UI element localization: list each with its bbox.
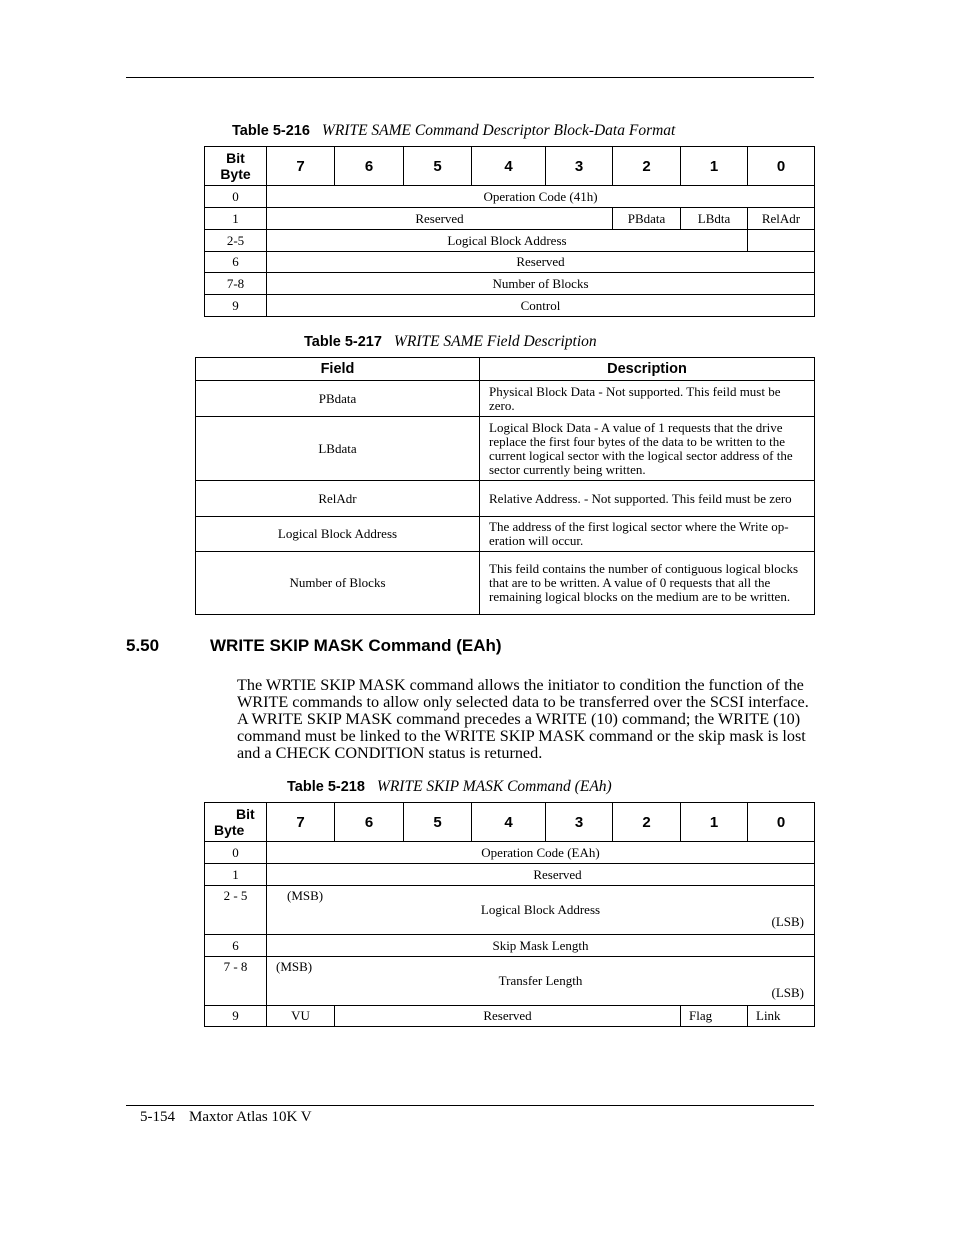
field-cell [267,886,815,935]
section-heading [126,636,502,656]
table-217-title: WRITE SAME Field Description [393,333,597,350]
bit-7-header: 7 [267,803,335,842]
link-cell: Link [748,1006,815,1027]
table-218-header-row [205,803,815,842]
field-name-cell: Logical Block Address [196,517,480,552]
byte-label: Byte [220,166,251,182]
reserved-cell: Reserved [267,208,613,230]
field-cell [267,957,815,1006]
table-216-caption [232,122,675,140]
top-rule [126,77,814,78]
field-cell: Logical Block Address [267,230,748,252]
byte-cell: 0 [205,186,267,208]
flag-cell: Flag [681,1006,748,1027]
byte-cell: 6 [205,935,267,957]
lsb-label: (LSB) [771,985,804,1000]
field-cell: Control [267,295,815,317]
bit-0-header: 0 [748,803,815,842]
table-row [205,1006,815,1027]
table-row [196,552,815,615]
pbdata-cell: PBdata [613,208,681,230]
page-footer [140,1109,312,1126]
byte-cell: 9 [205,295,267,317]
table-217-caption [304,333,597,351]
table-row [196,417,815,481]
bit-byte-header [205,803,267,842]
footer-rule [126,1105,814,1106]
table-row [196,481,815,517]
field-label: Transfer Length [498,973,583,988]
byte-label: Byte [214,822,245,838]
bit-byte-header [205,147,267,186]
table-218 [204,802,815,1027]
field-header: Field [196,358,480,381]
table-row [205,295,815,317]
table-218-title: WRITE SKIP MASK Command (EAh) [376,778,612,795]
bit-2-header: 2 [613,803,681,842]
byte-cell: 0 [205,842,267,864]
bit-4-header: 4 [472,803,546,842]
table-row [205,252,815,273]
field-cell: Skip Mask Length [267,935,815,957]
section-number: 5.50 [126,636,160,655]
page-number: 5-154 [140,1109,175,1125]
lbdata-cell: LBdta [681,208,748,230]
table-row [205,886,815,935]
lsb-label: (LSB) [771,914,804,929]
description-cell: The address of the first logical sector where the Write op-eration will occur. [480,517,815,552]
description-cell: This feild contains the number of contiguous logical blocks that are to be written. A value of 0 requests that all the remaining logical blocks on the medium are to be written. [480,552,815,615]
bit-label: Bit [236,806,255,822]
table-row [205,208,815,230]
bit-3-header: 3 [546,147,613,186]
field-name-cell: RelAdr [196,481,480,517]
empty-cell [748,230,815,252]
bit-3-header: 3 [546,803,613,842]
footer-title: Maxtor Atlas 10K V [189,1109,312,1125]
table-row [196,381,815,417]
table-row [205,186,815,208]
byte-cell: 1 [205,864,267,886]
table-216-header-row [205,147,815,186]
byte-cell: 9 [205,1006,267,1027]
byte-cell: 2-5 [205,230,267,252]
vu-cell: VU [267,1006,335,1027]
field-cell: Operation Code (EAh) [267,842,815,864]
section-title: WRITE SKIP MASK Command (EAh) [210,636,502,655]
field-name-cell: Number of Blocks [196,552,480,615]
field-cell: Reserved [267,864,815,886]
table-216-number: Table 5-216 [232,123,310,139]
bit-5-header: 5 [404,147,472,186]
bit-5-header: 5 [404,803,472,842]
byte-cell: 7 - 8 [205,957,267,1006]
table-216-title: WRITE SAME Command Descriptor Block-Data Format [321,122,676,139]
table-row [205,273,815,295]
bit-7-header: 7 [267,147,335,186]
bit-6-header: 6 [335,803,404,842]
msb-label: (MSB) [287,888,324,903]
table-row [205,230,815,252]
field-name-cell: PBdata [196,381,480,417]
bit-6-header: 6 [335,147,404,186]
byte-cell: 6 [205,252,267,273]
table-217-number: Table 5-217 [304,334,382,350]
bit-1-header: 1 [681,147,748,186]
field-cell: Reserved [267,252,815,273]
description-cell: Physical Block Data - Not supported. This feild must be zero. [480,381,815,417]
table-218-caption [287,778,612,796]
table-218-number: Table 5-218 [287,779,365,795]
field-label: Logical Block Address [480,902,601,917]
bit-1-header: 1 [681,803,748,842]
description-cell: Relative Address. - Not supported. This feild must be zero [480,481,815,517]
reserved-cell: Reserved [335,1006,681,1027]
section-paragraph: The WRTIE SKIP MASK command allows the initiator to condition the function of the WRITE commands to allow only selected data to be transferred over the SCSI interface. A WRITE SKIP MASK command precedes a WRITE (10) command; the WRITE (10) command must be linked to the WRITE SKIP MASK command or the skip mask is lost and a CHECK CONDITION status is returned. [237,676,809,762]
bit-4-header: 4 [472,147,546,186]
byte-cell: 2 - 5 [205,886,267,935]
byte-cell: 7-8 [205,273,267,295]
field-name-cell: LBdata [196,417,480,481]
field-cell: Operation Code (41h) [267,186,815,208]
table-216 [204,146,815,317]
table-row [196,517,815,552]
table-row [205,842,815,864]
msb-label: (MSB) [276,959,313,974]
byte-cell: 1 [205,208,267,230]
table-row [205,957,815,1006]
description-header: Description [480,358,815,381]
bit-label: Bit [226,150,245,166]
field-cell: Number of Blocks [267,273,815,295]
reladr-cell: RelAdr [748,208,815,230]
table-row [205,864,815,886]
description-cell: Logical Block Data - A value of 1 requests that the drive replace the first four bytes of the data to be written to the current logical sector with the logical sector address of the sector currently being written. [480,417,815,481]
table-217 [195,357,815,615]
table-row [205,935,815,957]
bit-0-header: 0 [748,147,815,186]
bit-2-header: 2 [613,147,681,186]
table-217-header-row [196,358,815,381]
